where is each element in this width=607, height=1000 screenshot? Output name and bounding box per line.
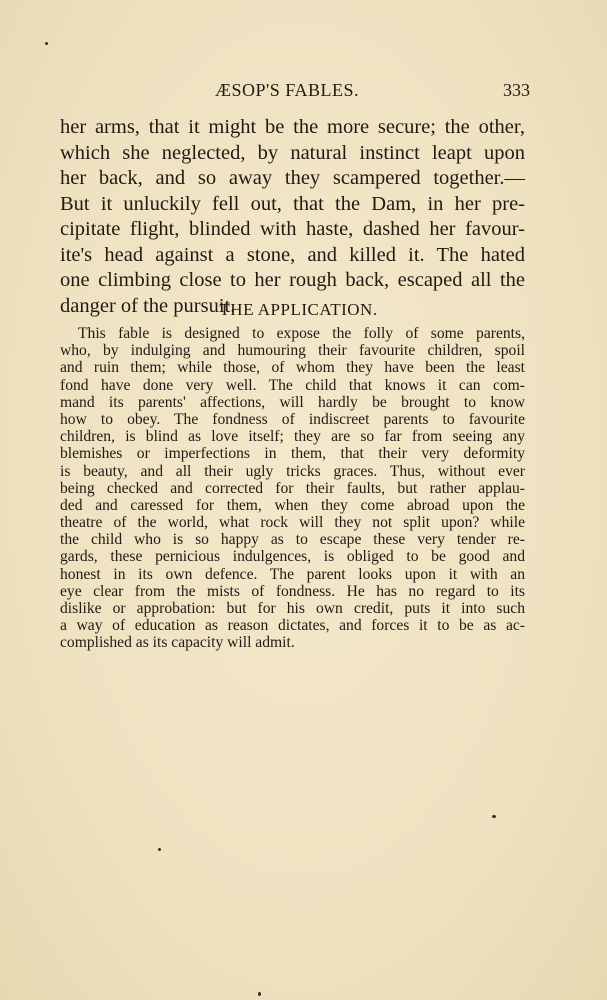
application-line: fond have done very well. The child that knows it can com- xyxy=(60,376,525,394)
fable-line: cipitate flight, blinded with haste, dashed her favour- xyxy=(60,218,525,240)
fable-line: her back, and so away they scampered together.— xyxy=(60,167,525,189)
fable-line: But it unluckily fell out, that the Dam, in her pre- xyxy=(60,192,525,215)
application-line: being checked and corrected for their faults, but rather applau- xyxy=(60,479,525,497)
application-line: This fable is designed to expose the folly of some parents, xyxy=(78,325,525,342)
application-line: the child who is so happy as to escape these very tender re- xyxy=(60,531,525,549)
application-text xyxy=(60,325,525,652)
section-heading: THE APPLICATION. xyxy=(219,300,378,319)
running-title: ÆSOP'S FABLES. xyxy=(215,80,359,100)
application-line: blemishes or imperfections in them, that their very deformity xyxy=(60,445,525,463)
fable-text xyxy=(60,115,525,319)
application-line: a way of education as reason dictates, and forces it to be as ac- xyxy=(60,617,525,635)
fable-line: her arms, that it might be the more secure; the other, xyxy=(60,116,525,138)
fable-line: one climbing close to her rough back, escaped all the xyxy=(60,269,525,291)
page-number: 333 xyxy=(503,80,530,100)
application-line: mand its parents' affections, will hardly be brought to know xyxy=(60,393,525,411)
application-line: theatre of the world, what rock will they not split upon? while xyxy=(60,514,525,532)
paper-speck xyxy=(492,815,496,818)
fable-line: ite's head against a stone, and killed it. The hated xyxy=(60,243,525,266)
application-line: eye clear from the mists of fondness. He has no regard to its xyxy=(60,582,525,600)
application-line: ded and caressed for them, when they come abroad upon the xyxy=(60,496,525,514)
paper-speck xyxy=(258,992,261,996)
running-head xyxy=(60,80,530,102)
application-line: honest in its own defence. The parent looks upon it with an xyxy=(60,565,525,583)
paper-speck xyxy=(158,848,161,851)
application-line: how to obey. The fondness of indiscreet parents to favourite xyxy=(60,410,525,428)
fable-line: danger of the pursuit. xyxy=(60,294,236,317)
fable-line: which she neglected, by natural instinct leapt upon xyxy=(60,141,525,164)
application-line: is beauty, and all their ugly tricks graces. Thus, without ever xyxy=(60,462,525,480)
application-line: and ruin them; while those, of whom they have been the least xyxy=(60,359,525,377)
application-line: gards, these pernicious indulgences, is obliged to be good and xyxy=(60,548,525,566)
application-line: who, by indulging and humouring their favourite children, spoil xyxy=(60,342,525,360)
application-line: children, is blind as love itself; they are so far from seeing any xyxy=(60,428,525,446)
paper-speck xyxy=(45,42,48,45)
application-line: dislike or approbation: but for his own credit, puts it into such xyxy=(60,600,525,617)
application-line: complished as its capacity will admit. xyxy=(60,634,295,652)
